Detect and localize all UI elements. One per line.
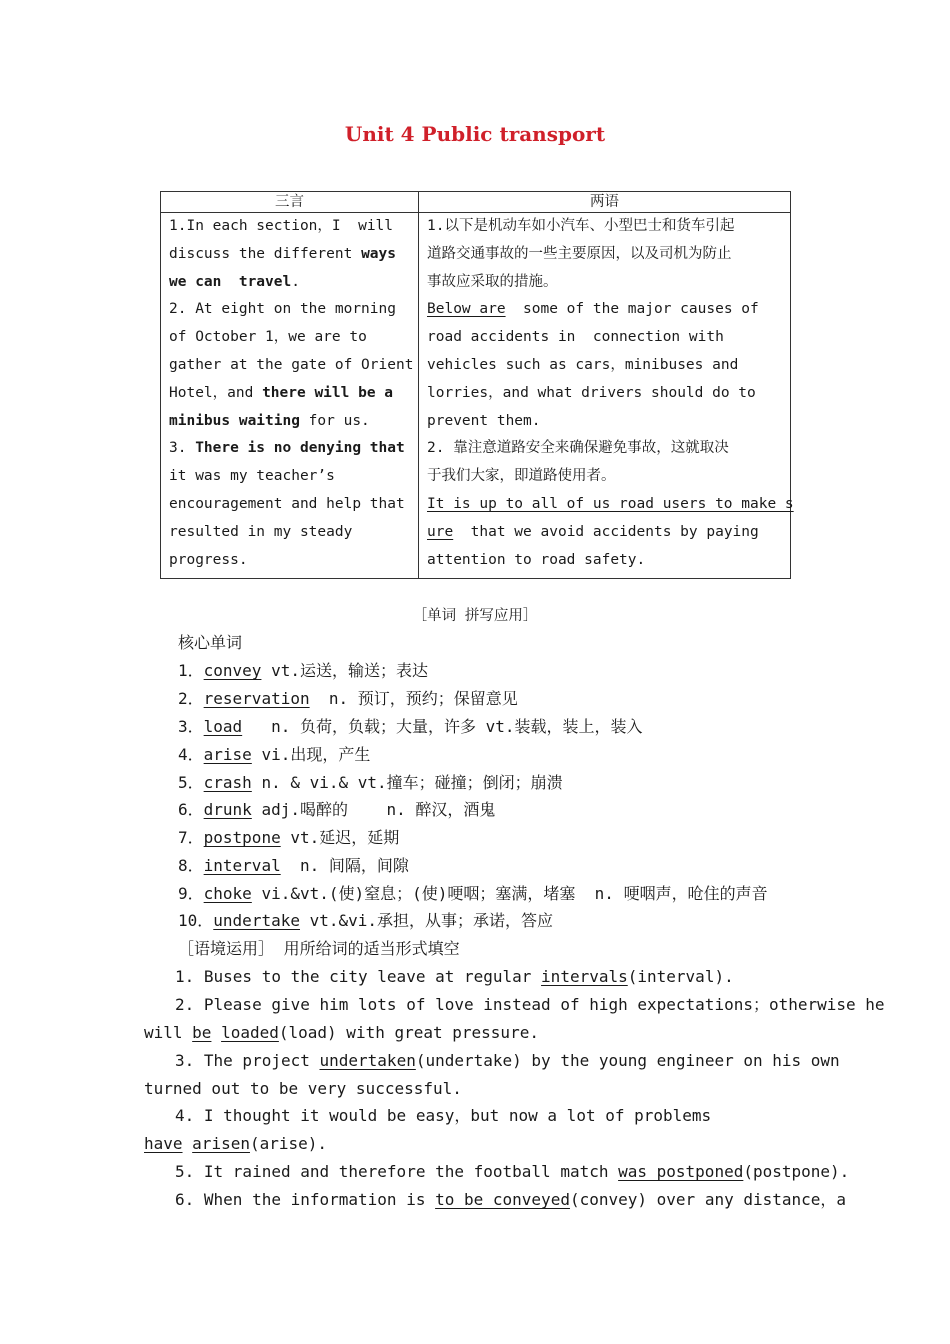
vocab-item (178, 856, 409, 876)
text-run: loaded (221, 1023, 279, 1042)
text-run: adj.喝醉的 n. 醉汉，酒鬼 (251, 800, 496, 819)
exercise-line (175, 995, 885, 1015)
text-run: encouragement and help that (169, 495, 405, 512)
text-run: undertake (213, 911, 300, 930)
exercise-line (175, 967, 734, 987)
exercise-line (144, 1079, 462, 1099)
text-run: n. 预订，预约；保留意见 (309, 689, 518, 708)
text-run: vt.运送，输送；表达 (261, 661, 428, 680)
table-text-line (169, 269, 412, 297)
text-run: (convey) over any distance，a (569, 1190, 847, 1209)
text-run: turned out to be very successful. (144, 1079, 462, 1098)
table-text-line (427, 269, 784, 297)
table-text-line (427, 296, 784, 324)
text-run: there will be a (262, 384, 394, 401)
text-run: progress. (169, 551, 248, 568)
text-run: vi.出现，产生 (251, 745, 371, 764)
text-run: to be conveyed (435, 1190, 570, 1209)
text-run: was postponed (618, 1162, 744, 1181)
text-run: interval (203, 856, 281, 875)
text-run: (load) with great pressure. (278, 1023, 539, 1042)
context-title (178, 939, 460, 959)
exercise-line (175, 1106, 711, 1126)
vocab-item (178, 911, 553, 931)
text-run: lorries，and what drivers should do to (427, 384, 756, 401)
vocab-item (178, 773, 563, 793)
text-run: 事故应采取的措施。 (427, 273, 558, 290)
text-run: have (144, 1134, 183, 1153)
text-run: 10． (178, 911, 214, 930)
table-text-line (169, 408, 412, 436)
text-run: we can travel (169, 273, 292, 290)
text-run: for us. (299, 412, 370, 429)
text-run: 1． (178, 661, 204, 680)
text-run: arisen (192, 1134, 250, 1153)
exercise-line (175, 1051, 840, 1071)
table-text-line (427, 547, 784, 575)
text-run: 5． (178, 773, 204, 792)
exercise-line (144, 1134, 327, 1154)
text-run: Hotel，and (169, 384, 263, 401)
table-text-line (427, 408, 784, 436)
table-text-line (169, 324, 412, 352)
vocab-item (178, 828, 399, 848)
vocab-item (178, 661, 428, 681)
text-run: 2. At eight on the morning (169, 301, 396, 318)
text-run: attention to road safety. (427, 551, 646, 568)
text-run: 2． (178, 689, 204, 708)
text-run: it was my teacher’s (169, 468, 335, 485)
text-run: intervals (541, 967, 628, 986)
text-run: ［语境运用］ 用所给词的适当形式填空 (178, 939, 460, 958)
text-run: choke (203, 884, 252, 903)
text-run: 2. Please give him lots of love instead of high expectations；otherwise he (175, 995, 885, 1014)
table-text-line (169, 380, 412, 408)
table-text-line (427, 491, 794, 519)
text-run: (interval). (627, 967, 734, 986)
core-words-title (178, 633, 242, 653)
table-text-line (169, 241, 412, 269)
text-run: 1. Buses to the city leave at regular (175, 967, 542, 986)
text-run: ure (427, 523, 454, 540)
table-text-line (427, 435, 784, 463)
text-run: vt.&vi.承担，从事；承诺，答应 (299, 911, 554, 930)
text-run: convey (203, 661, 262, 680)
vocab-item (178, 717, 643, 737)
text-run: 8． (178, 856, 204, 875)
text-run: 4． (178, 745, 204, 764)
table-text-line (169, 491, 412, 519)
text-run: 3. The project (175, 1051, 320, 1070)
page-title: Unit 4 Public transport (344, 122, 606, 146)
table-text-line (169, 463, 412, 491)
section-heading: ［单词 拼写应用］ (412, 608, 538, 624)
text-run: arise (203, 745, 252, 764)
phrase-table (160, 191, 794, 579)
text-run: reservation (203, 689, 310, 708)
text-run: crash (203, 773, 252, 792)
vocab-item (178, 745, 370, 765)
exercise-line (175, 1162, 849, 1182)
text-run: be (192, 1023, 212, 1042)
table-text-line (427, 380, 784, 408)
table-text-line (169, 296, 412, 324)
table-header-left: 三言 (161, 192, 419, 213)
text-run: 1.以下是机动车如小汽车、小型巴士和货车引起 (427, 218, 735, 234)
text-run: n. & vi.& vt.撞车；碰撞；倒闭；崩溃 (251, 773, 563, 792)
table-cell-english (161, 213, 419, 579)
text-run: 9． (178, 884, 204, 903)
text-run: 5. It rained and therefore the football match (175, 1162, 619, 1181)
text-run (211, 1023, 221, 1042)
text-run: road accidents in connection with (427, 329, 724, 346)
text-run: n. 负荷，负载；大量，许多 vt.装载，装上，装入 (242, 717, 643, 736)
text-run: will (144, 1023, 193, 1042)
text-run: of October 1，we are to (169, 329, 367, 346)
table-text-line (427, 352, 784, 380)
text-run: gather at the gate of Orient (169, 356, 414, 373)
text-run: There is no denying that (195, 440, 405, 457)
exercise-line (144, 1023, 539, 1043)
text-run: 2. 靠注意道路安全来确保避免事故，这就取决 (427, 440, 729, 457)
text-run: 于我们大家，即道路使用者。 (427, 468, 616, 485)
text-run: 6． (178, 800, 204, 819)
text-run: postpone (203, 828, 281, 847)
table-text-line (427, 324, 784, 352)
vocab-item (178, 884, 768, 904)
table-text-line (169, 547, 412, 575)
text-run: drunk (203, 800, 252, 819)
table-text-line (169, 213, 412, 241)
table-text-line (427, 241, 784, 269)
text-run: vehicles such as cars，minibuses and (427, 356, 739, 373)
text-run: . (291, 273, 300, 290)
text-run: 道路交通事故的一些主要原因，以及司机为防止 (427, 245, 732, 262)
exercise-line (175, 1190, 846, 1210)
text-run: load (203, 717, 243, 736)
text-run: (undertake) by the young engineer on his own (415, 1051, 840, 1070)
text-run: n. 间隔，间隙 (280, 856, 409, 875)
text-run: 6. When the information is (175, 1190, 436, 1209)
text-run: 7． (178, 828, 204, 847)
table-cell-translation (419, 213, 794, 579)
table-text-line (169, 519, 412, 547)
table-text-line (427, 463, 784, 491)
text-run: (arise). (249, 1134, 328, 1153)
text-run: resulted in my steady (169, 523, 353, 540)
text-run: that we avoid accidents by paying (453, 523, 759, 540)
text-run: 核心单词 (178, 633, 243, 652)
text-run: ways (361, 245, 396, 262)
text-run: discuss the different (169, 245, 362, 262)
text-run: vt.延迟，延期 (280, 828, 400, 847)
text-run: minibus waiting (169, 412, 300, 429)
text-run: It is up to all of us road users to make s (427, 495, 794, 512)
text-run: 3. (169, 440, 196, 457)
text-run: prevent them. (427, 412, 541, 429)
text-run: some of the major causes of (505, 301, 759, 318)
text-run: vi.&vt.(使)窒息；(使)哽咽；塞满，堵塞 n. 哽咽声，呛住的声音 (251, 884, 768, 903)
table-text-line (169, 435, 412, 463)
table-text-line (169, 352, 412, 380)
table-header-right: 两语 (419, 192, 791, 213)
text-run: 4. I thought it would be easy，but now a lot of problems (175, 1106, 712, 1125)
table-text-line (427, 519, 784, 547)
text-run: undertaken (319, 1051, 416, 1070)
text-run: 1.In each section，I will (169, 218, 394, 234)
text-run: Below are (427, 301, 506, 318)
vocab-item (178, 689, 518, 709)
vocab-item (178, 800, 495, 820)
text-run (183, 1134, 193, 1153)
text-run: 3． (178, 717, 204, 736)
text-run: (postpone). (743, 1162, 850, 1181)
table-text-line (427, 213, 784, 241)
